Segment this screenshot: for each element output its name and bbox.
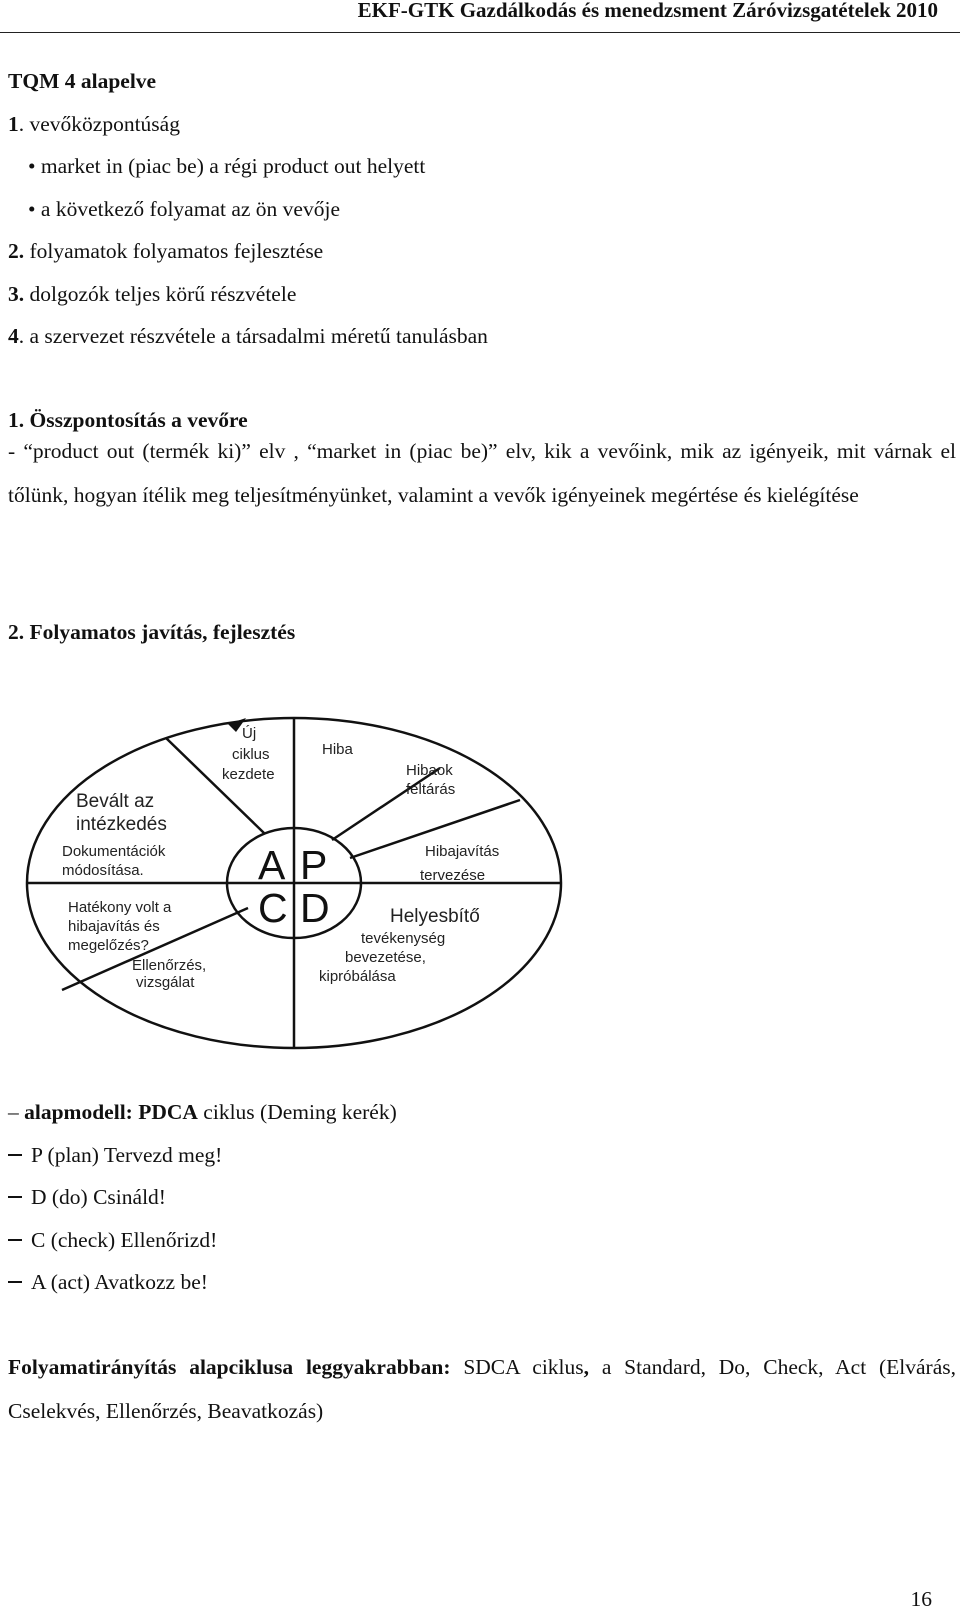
section-1-title: 1. Összpontosítás a vevőre — [8, 408, 248, 432]
label-inspection: Ellenőrzés, — [132, 957, 207, 974]
label-documentation: módosítása. — [62, 862, 144, 879]
label-correction-plan: Hibajavítás — [425, 843, 500, 860]
pdca-act: A (act) Avatkozz be! — [8, 1272, 208, 1294]
pdca-check: C (check) Ellenőrizd! — [8, 1230, 217, 1252]
label-new-cycle: kezdete — [222, 766, 275, 783]
label-new-cycle: Új — [242, 725, 257, 742]
label-proven-measure: Bevált az — [76, 791, 155, 812]
label-inspection: vizsgálat — [136, 974, 195, 991]
header-rule — [0, 32, 960, 33]
center-d: D — [300, 885, 330, 931]
pdca-plan: P (plan) Tervezd meg! — [8, 1145, 222, 1167]
section-1-body: - “product out (termék ki)” elv , “market in (piac be)” elv, kik a vevőink, mik az igényeik, mit várnak el tőlünk, hogyan ítélik meg teljesítményünket, valamint a vevők igényeinek megértése és kielégítése — [8, 439, 956, 507]
tqm-principle-1: 1. vevőközpontúság — [8, 112, 180, 136]
label-proven-measure: intézkedés — [76, 814, 167, 835]
label-corrective-action: kipróbálása — [319, 968, 396, 985]
pdca-do: D (do) Csináld! — [8, 1187, 166, 1209]
section-2-title: 2. Folyamatos javítás, fejlesztés — [8, 620, 296, 644]
label-corrective-action: bevezetése, — [345, 949, 426, 966]
center-c: C — [258, 885, 288, 931]
tqm-bullet-2: • a következő folyamat az ön vevője — [28, 197, 340, 221]
center-p: P — [300, 842, 328, 888]
label-documentation: Dokumentációk — [62, 843, 166, 860]
label-new-cycle: ciklus — [232, 746, 270, 763]
tqm-principle-2: 2. folyamatok folyamatos fejlesztése — [8, 239, 324, 263]
page-number: 16 — [910, 1587, 932, 1611]
label-defect-cause: Hibaok — [406, 762, 453, 779]
center-a: A — [258, 842, 286, 888]
document-header: EKF-GTK Gazdálkodás és menedzsment Záróvizsgatételek 2010 — [357, 0, 938, 22]
tqm-principle-3: 3. dolgozók teljes körű részvétele — [8, 282, 297, 306]
pdca-model: – alapmodell: PDCA ciklus (Deming kerék) — [8, 1100, 397, 1124]
label-effectiveness: megelőzés? — [68, 937, 149, 954]
label-defect-cause: feltárás — [406, 781, 456, 798]
pdca-wheel-diagram — [0, 700, 960, 1080]
label-effectiveness: hibajavítás és — [68, 918, 160, 935]
label-correction-plan: tervezése — [420, 867, 486, 884]
label-effectiveness: Hatékony volt a — [68, 899, 172, 916]
label-corrective-action: Helyesbítő — [390, 906, 480, 927]
sdca-paragraph: Folyamatirányítás alapciklusa leggyakrabban: SDCA ciklus, a Standard, Do, Check, Act (Elvárás, Cselekvés, Ellenőrzés, Beavatkozás) — [8, 1355, 957, 1423]
tqm-principle-4: 4. a szervezet részvétele a társadalmi méretű tanulásban — [8, 324, 488, 348]
label-corrective-action: tevékenység — [361, 930, 446, 947]
label-defect: Hiba — [322, 741, 353, 758]
tqm-title: TQM 4 alapelve — [8, 69, 157, 93]
tqm-bullet-1: • market in (piac be) a régi product out helyett — [28, 154, 426, 178]
